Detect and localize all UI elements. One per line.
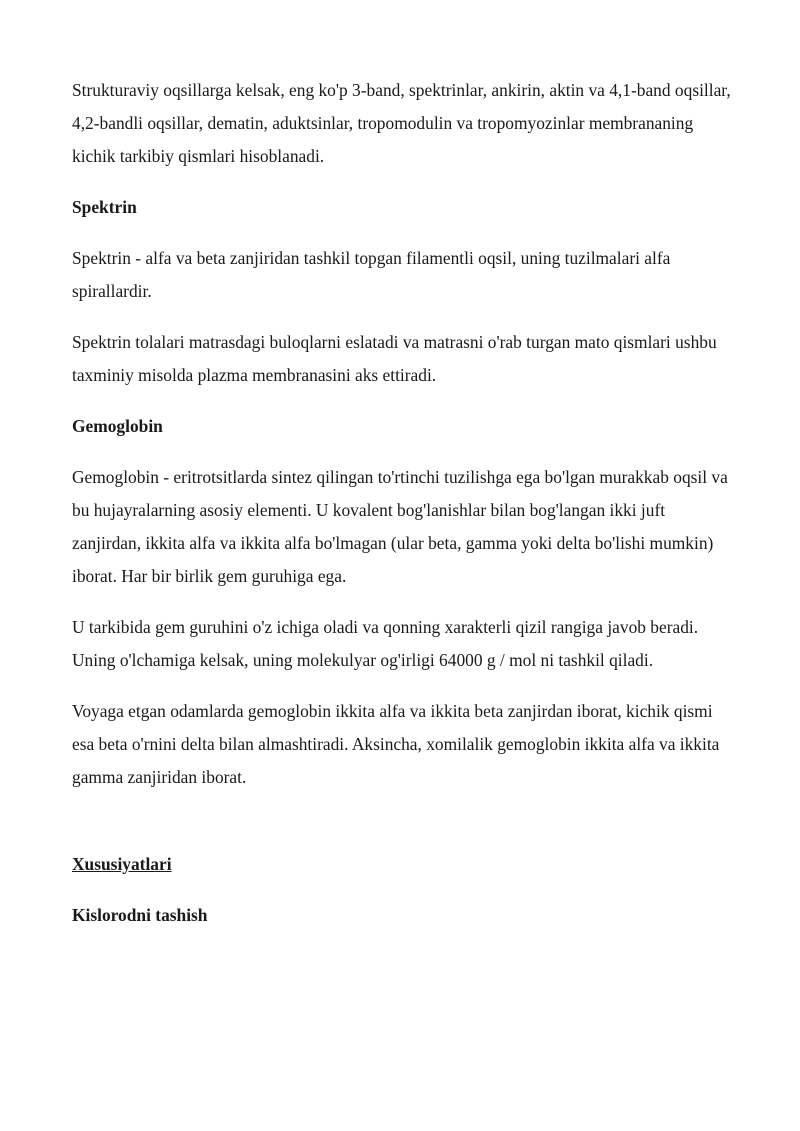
section-spacer [72, 812, 732, 848]
paragraph-structural-proteins: Strukturaviy oqsillarga kelsak, eng ko'p 3-band, spektrinlar, ankirin, aktin va 4,1-band oqsillar, 4,2-bandli oqsillar, dematin, aduktsinlar, tropomodulin va tropomyozinlar membrananing kichik tarkibiy qismlari hisoblanadi. [72, 80, 731, 166]
heading-xususiyatlari: Xususiyatlari [72, 854, 172, 874]
heading-spektrin: Spektrin [72, 197, 137, 217]
document-page [72, 74, 732, 950]
paragraph-spektrin-definition: Spektrin - alfa va beta zanjiridan tashkil topgan filamentli oqsil, uning tuzilmalari alfa spirallardir. [72, 248, 671, 301]
heading-kislorodni-tashish: Kislorodni tashish [72, 905, 208, 925]
paragraph-gemoglobin-heme: U tarkibida gem guruhini o'z ichiga oladi va qonning xarakterli qizil rangiga javob beradi. Uning o'lchamiga kelsak, uning molekulyar og'irligi 64000 g / mol ni tashkil qiladi. [72, 617, 699, 670]
paragraph-spektrin-analogy: Spektrin tolalari matrasdagi buloqlarni eslatadi va matrasni o'rab turgan mato qismlari ushbu taxminiy misolda plazma membranasini aks ettiradi. [72, 332, 717, 385]
paragraph-gemoglobin-adult-fetal: Voyaga etgan odamlarda gemoglobin ikkita alfa va ikkita beta zanjirdan iborat, kichik qismi esa beta o'rnini delta bilan almashtiradi. Aksincha, xomilalik gemoglobin ikkita alfa va ikkita gamma zanjiridan iborat. [72, 701, 720, 787]
paragraph-gemoglobin-definition: Gemoglobin - eritrotsitlarda sintez qilingan to'rtinchi tuzilishga ega bo'lgan murakkab oqsil va bu hujayralarning asosiy elementi. U kovalent bog'lanishlar bilan bog'langan ikki juft zanjirdan, ikkita alfa va ikkita alfa bo'lmagan (ular beta, gamma yoki delta bo'lishi mumkin) iborat. Har bir birlik gem guruhiga ega. [72, 467, 728, 586]
heading-gemoglobin: Gemoglobin [72, 416, 163, 436]
